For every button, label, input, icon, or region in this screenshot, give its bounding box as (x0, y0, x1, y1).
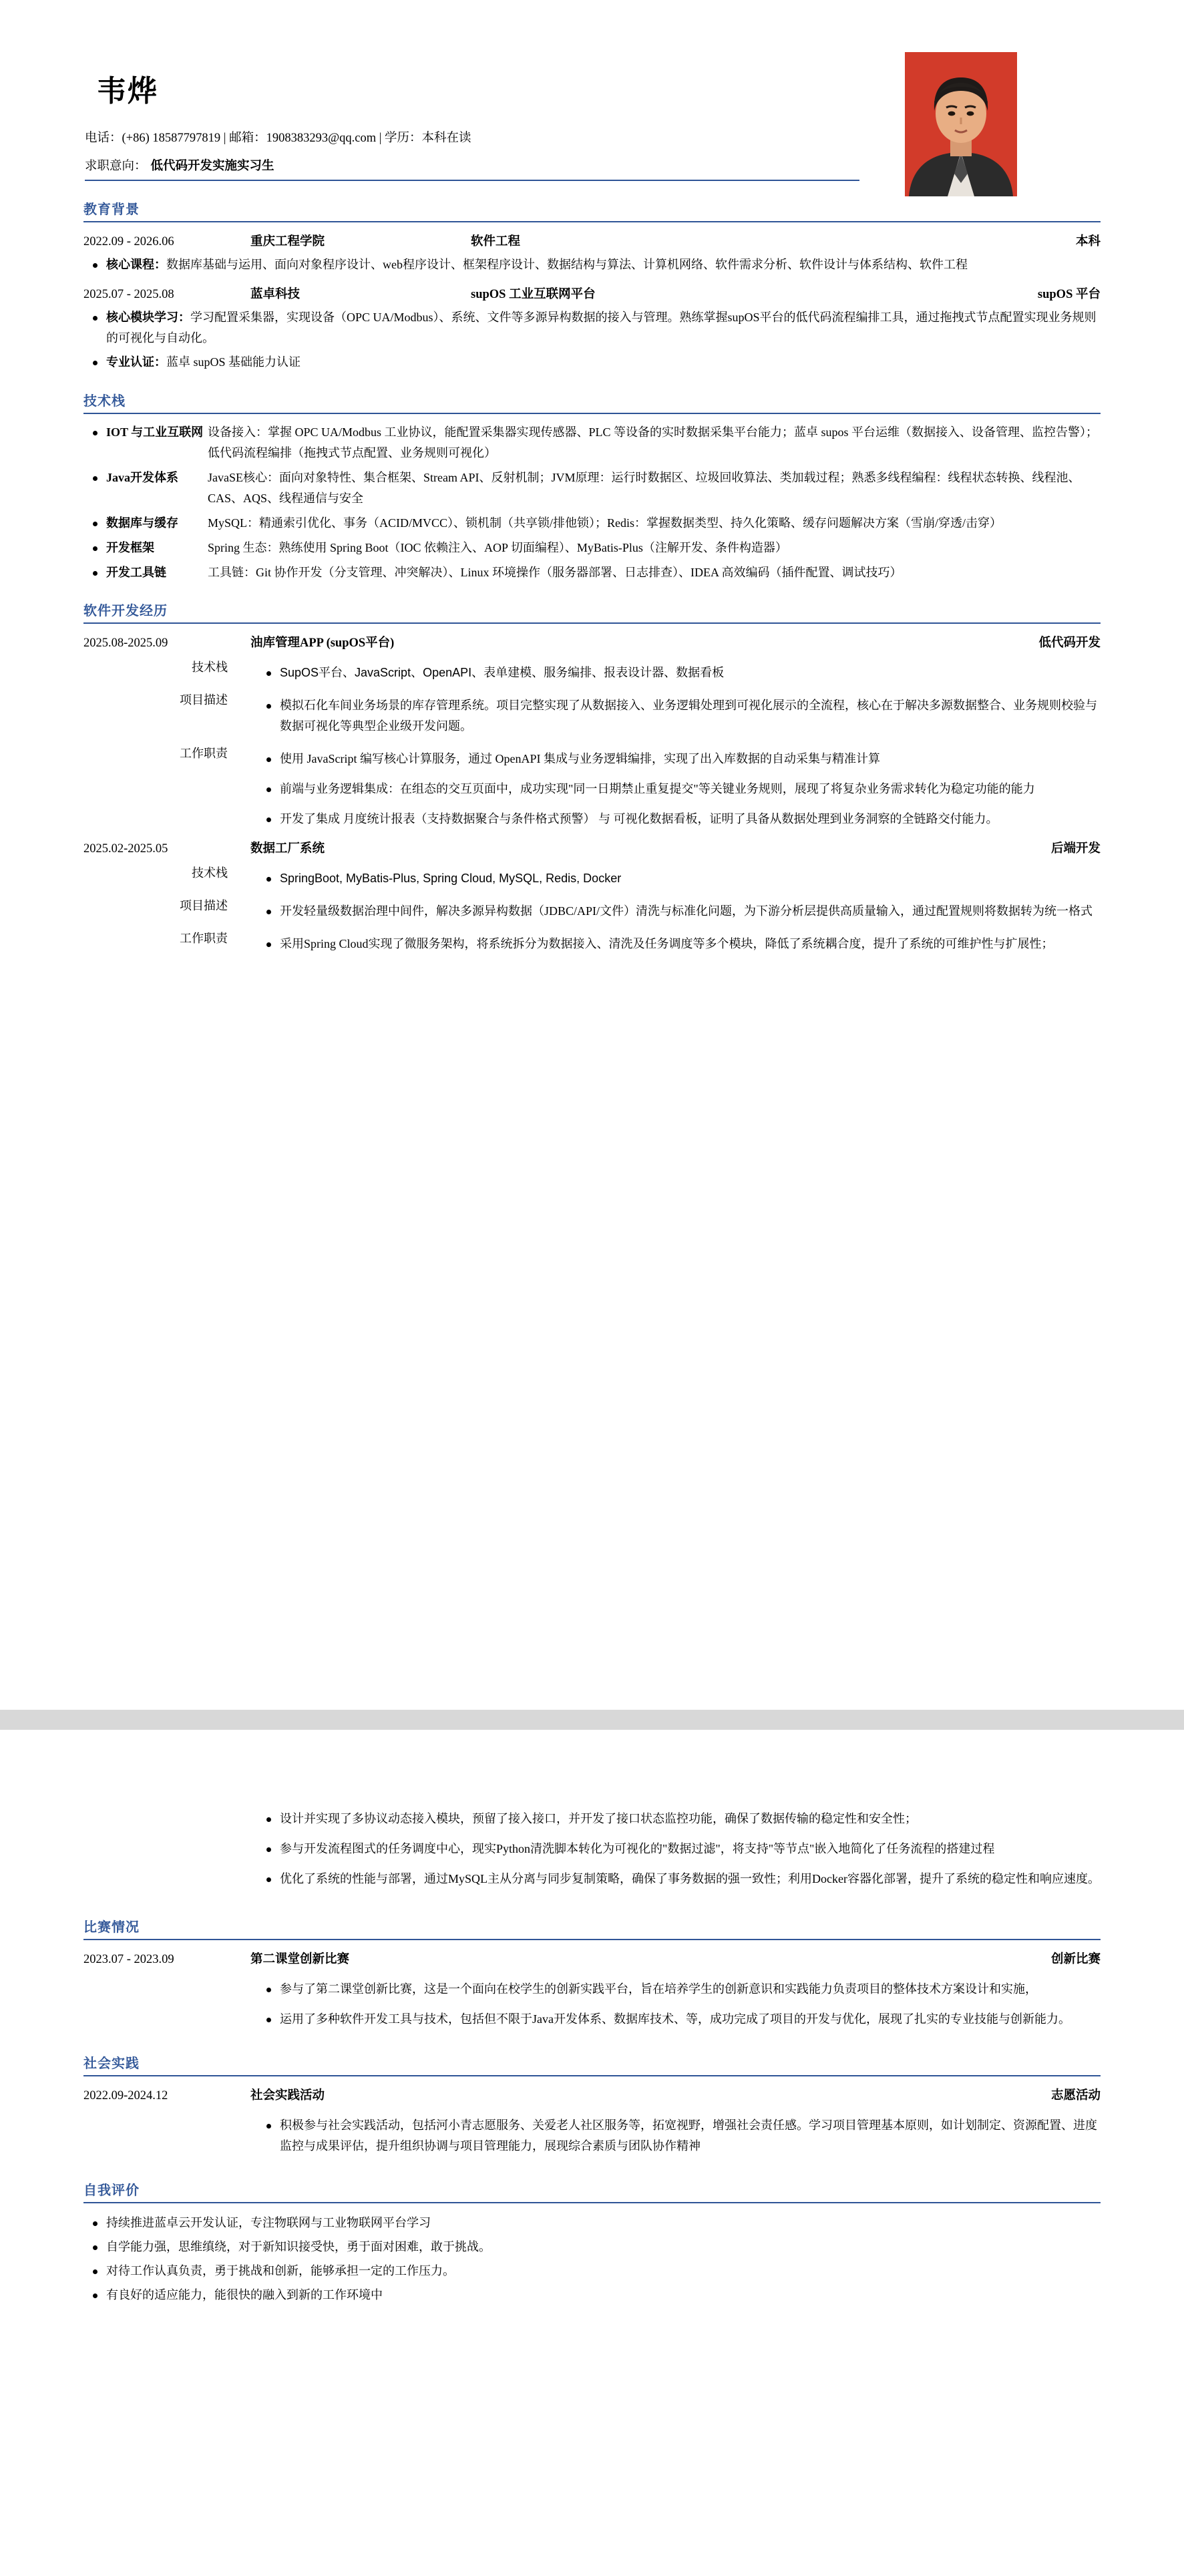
detail-label: 核心模块学习： (106, 310, 190, 324)
project-role: 低代码开发 (1038, 636, 1101, 651)
list-item: 优化了系统的性能与部署，通过MySQL主从分离与同步复制策略，确保了事务数据的强一致性；利用Docker容器化部署，提升了系统的稳定性和响应速度。 (257, 1869, 1101, 1889)
project-row-label: 项目描述 (180, 693, 228, 707)
project-date: 2025.08-2025.09 (83, 636, 168, 651)
section-title-social: 社会实践 (83, 2052, 1101, 2076)
skill-category: IOT 与工业互联网 (83, 422, 208, 464)
page-title: 韦烨 (97, 75, 158, 108)
list-item: 参与开发流程图式的任务调度中心，现实Python清洗脚本转化为可视化的"数据过滤"，将支持"等节点"嵌入地简化了任务流程的搭建过程 (257, 1839, 1101, 1859)
project-desc-list (257, 901, 1101, 922)
list-item: 运用了多种软件开发工具与技术，包括但不限于Java开发体系、数据库技术、等，成功完成了项目的开发与优化，展现了扎实的专业技能与创新能力。 (257, 2009, 1101, 2030)
spacer (83, 2110, 257, 2157)
detail-text: 学习配置采集器，实现设备（OPC UA/Modbus）、系统、文件等多源异构数据的接入与管理。熟练掌握supOS平台的低代码流程编排工具，通过拖拽式节点配置实现业务规则的可视化与自动化。 (106, 310, 1097, 345)
project-duty-row (83, 928, 1101, 954)
project-entry-1 (83, 839, 1101, 954)
education-school: 蓝卓科技 (250, 287, 301, 301)
social-entry-0 (83, 2086, 1101, 2157)
competition-tag: 创新比赛 (1050, 1952, 1101, 1966)
social-title: 社会实践活动 (250, 2088, 325, 2102)
list-item: 开发轻量级数据治理中间件，解决多源异构数据（JDBC/API/文件）清洗与标准化问题，为下游分析层提供高质量输入，通过配置规则将数据转为统一格式 (257, 901, 1101, 922)
skill-description: Spring 生态：熟练使用 Spring Boot（IOC 依赖注入、AOP 切面编程）、MyBatis-Plus（注解开发、条件构造器） (208, 540, 787, 554)
education-details (83, 307, 1101, 373)
social-detail-row (83, 2110, 1101, 2157)
skill-row (83, 422, 1101, 464)
education-platform: supOS 平台 (1037, 287, 1101, 301)
list-item (83, 352, 1101, 373)
skill-row (83, 468, 1101, 509)
detail-text: 蓝卓 supOS 基础能力认证 (166, 355, 301, 369)
education-date: 2025.07 - 2025.08 (83, 287, 174, 301)
detail-label: 专业认证： (106, 355, 166, 369)
list-item: 参与了第二课堂创新比赛，这是一个面向在校学生的创新实践平台，旨在培养学生的创新意识和实践能力负责项目的整体技术方案设计和实施， (257, 1979, 1101, 2000)
list-item: 自学能力强，思维缜绕，对于新知识接受快，勇于面对困难，敢于挑战。 (83, 2237, 1101, 2257)
skill-row (83, 513, 1101, 534)
project-desc-list (257, 695, 1101, 737)
resume-page-2 (0, 1730, 1184, 2576)
list-item: SpringBoot, MyBatis-Plus, Spring Cloud, MySQL, Redis, Docker (257, 868, 1101, 889)
skill-description: MySQL：精通索引优化、事务（ACID/MVCC）、锁机制（共享锁/排他锁）；Redis：掌握数据类型、持久化策略、缓存问题解决方案（雪崩/穿透/击穿） (208, 516, 1002, 530)
section-selfeval (83, 2179, 1101, 2306)
skill-description: 设备接入：掌握 OPC UA/Modbus 工业协议，能配置采集器实现传感器、PLC 等设备的实时数据采集平台能力；蓝卓 supos 平台运维（数据接入、设备管理、监控告警）；低代码流程编排（拖拽式节点配置、业务规则可视化） (208, 425, 1099, 459)
page-separator (0, 1710, 1184, 1730)
skill-description: JavaSE核心：面向对象特性、集合框架、Stream API、反射机制；JVM原理：运行时数据区、垃圾回收算法、类加载过程；熟悉多线程编程：线程状态转换、线程池、CAS、AQS、线程通信与安全 (208, 470, 1080, 505)
education-school: 重庆工程学院 (250, 235, 325, 248)
competition-list (257, 1979, 1101, 2030)
section-title-selfeval: 自我评价 (83, 2179, 1101, 2203)
project-title: 数据工厂系统 (250, 842, 325, 856)
section-skills (83, 390, 1101, 583)
skill-description: 工具链：Git 协作开发（分支管理、冲突解决）、Linux 环境操作（服务器部署、日志排查）、IDEA 高效编码（插件配置、调试技巧） (208, 565, 902, 579)
spacer (83, 1974, 257, 2030)
section-social (83, 2052, 1101, 2157)
section-title-skills: 技术栈 (83, 390, 1101, 414)
project-entry-0 (83, 633, 1101, 830)
detail-text: 数据库基础与运用、面向对象程序设计、web程序设计、框架程序设计、数据结构与算法、计算机网络、软件需求分析、软件设计与体系结构、软件工程 (166, 258, 968, 271)
list-item: 持续推进蓝卓云开发认证，专注物联网与工业物联网平台学习 (83, 2213, 1101, 2233)
list-item: 前端与业务逻辑集成：在组态的交互页面中，成功实现"同一日期禁止重复提交"等关键业务规则，展现了将复杂业务需求转化为稳定功能的能力 (257, 779, 1101, 799)
project-row-label: 技术栈 (192, 661, 228, 675)
list-item: 积极参与社会实践活动，包括河小青志愿服务、关爱老人社区服务等，拓宽视野，增强社会责任感。学习项目管理基本原则，如计划制定、资源配置、进度监控与成果评估，提升组织协调与项目管理能力，展现综合素质与团队协作精神 (257, 2115, 1101, 2157)
list-item: 采用Spring Cloud实现了微服务架构，将系统拆分为数据接入、清洗及任务调度等多个模块，降低了系统耦合度，提升了系统的可维护性与扩展性； (257, 934, 1101, 954)
list-item: 设计并实现了多协议动态接入模块，预留了接入接口，并开发了接口状态监控功能，确保了数据传输的稳定性和安全性； (257, 1809, 1101, 1829)
competition-detail-row (83, 1974, 1101, 2030)
list-item: SupOS平台、JavaScript、OpenAPI、表单建模、服务编排、报表设计器、数据看板 (257, 663, 1101, 683)
list-item: 有良好的适应能力，能很快的融入到新的工作环境中 (83, 2285, 1101, 2306)
list-item: 对待工作认真负责，勇于挑战和创新，能够承担一定的工作压力。 (83, 2261, 1101, 2281)
skill-category: Java开发体系 (83, 468, 208, 509)
competition-title: 第二课堂创新比赛 (250, 1952, 350, 1966)
contact-line: 电话：(+86) 18587797819 | 邮箱：1908383293@qq.com | 学历：本科在读 (85, 132, 471, 145)
project-row-label: 工作职责 (180, 932, 228, 946)
education-degree: 本科 (1075, 235, 1101, 248)
selfeval-list (83, 2213, 1101, 2306)
education-entry-0 (83, 232, 1101, 275)
spacer (83, 1803, 257, 1889)
detail-label: 核心课程： (106, 258, 166, 271)
skill-category: 开发框架 (83, 538, 208, 558)
list-item: 模拟石化车间业务场景的库存管理系统。项目完整实现了从数据接入、业务逻辑处理到可视化展示的全流程，核心在于解决多源数据整合、业务规则校验与数据可视化等典型企业级开发问题。 (257, 695, 1101, 737)
job-intent-value: 低代码开发实施实习生 (150, 160, 274, 173)
project-duty-list (257, 934, 1101, 954)
education-major: 软件工程 (471, 235, 521, 248)
list-item (83, 307, 1101, 349)
social-date: 2022.09-2024.12 (83, 2088, 168, 2102)
social-tag: 志愿活动 (1050, 2088, 1101, 2102)
list-item (83, 254, 1101, 275)
project-duty-continuation (83, 1803, 1101, 1889)
project-tech-list (257, 868, 1101, 889)
project-title: 油库管理APP (supOS平台) (250, 636, 395, 651)
education-details (83, 254, 1101, 275)
skill-category: 开发工具链 (83, 562, 208, 583)
id-photo (905, 52, 1017, 196)
project-duty-row (83, 743, 1101, 830)
portrait-illustration (905, 52, 1017, 196)
education-program: supOS 工业互联网平台 (471, 287, 596, 301)
project-desc-row (83, 896, 1101, 922)
project-tech-row (83, 863, 1101, 889)
project-tech-list (257, 663, 1101, 683)
competition-entry-0 (83, 1950, 1101, 2030)
project-row-label: 工作职责 (180, 747, 228, 761)
education-date: 2022.09 - 2026.06 (83, 235, 174, 248)
section-title-competition: 比赛情况 (83, 1916, 1101, 1940)
competition-date: 2023.07 - 2023.09 (83, 1952, 174, 1966)
skill-row (83, 538, 1101, 558)
skill-row (83, 562, 1101, 583)
skill-category: 数据库与缓存 (83, 513, 208, 534)
job-intent (85, 156, 859, 181)
section-title-projects: 软件开发经历 (83, 600, 1101, 624)
section-projects (83, 600, 1101, 954)
continuation-list (257, 1809, 1101, 1889)
education-entry-1 (83, 285, 1101, 373)
resume-header (83, 0, 1101, 181)
project-date: 2025.02-2025.05 (83, 842, 168, 856)
list-item: 开发了集成 月度统计报表（支持数据聚合与条件格式预警） 与 可视化数据看板，证明了具备从数据处理到业务洞察的全链路交付能力。 (257, 809, 1101, 830)
job-intent-label: 求职意向： (85, 160, 147, 173)
project-row-label: 技术栈 (192, 866, 228, 880)
section-education (83, 198, 1101, 373)
project-row-label: 项目描述 (180, 899, 228, 913)
project-role: 后端开发 (1050, 842, 1101, 856)
project-tech-row (83, 657, 1101, 683)
section-title-education: 教育背景 (83, 198, 1101, 222)
list-item: 使用 JavaScript 编写核心计算服务，通过 OpenAPI 集成与业务逻辑编排，实现了出入库数据的自动采集与精准计算 (257, 749, 1101, 769)
project-duty-list (257, 749, 1101, 830)
section-competition (83, 1916, 1101, 2030)
project-desc-row (83, 690, 1101, 737)
social-list (257, 2115, 1101, 2157)
